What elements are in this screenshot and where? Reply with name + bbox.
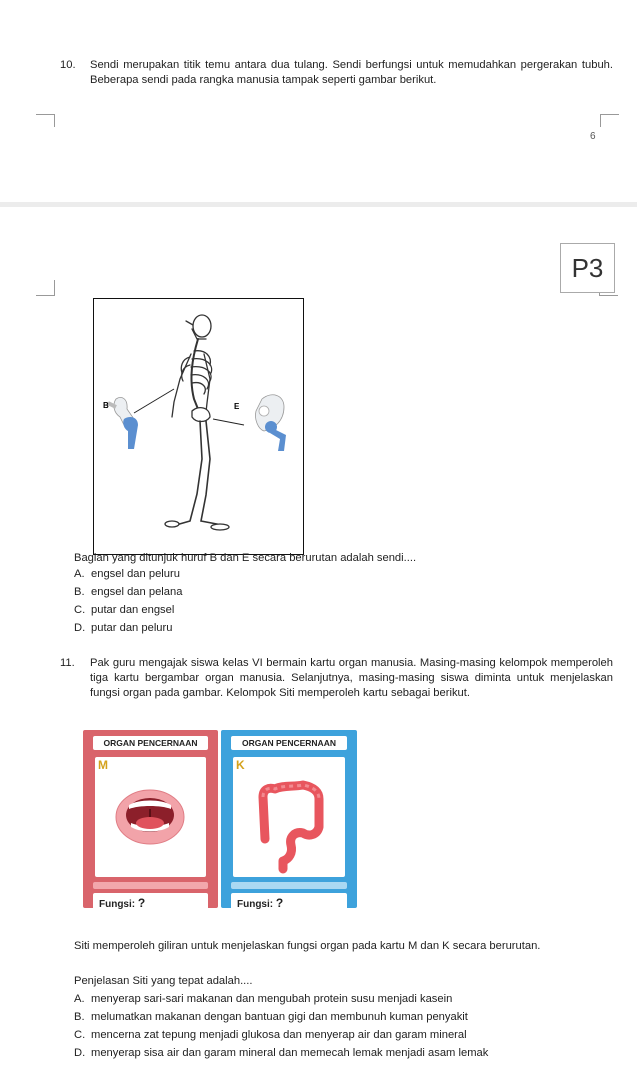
fungsi-value: ?: [137, 896, 146, 910]
option-letter: B.: [74, 1011, 85, 1023]
option-letter: C.: [74, 1029, 86, 1041]
fungsi-label: Fungsi:: [99, 899, 136, 910]
card-stripe: [93, 882, 208, 889]
q10-option-b[interactable]: [74, 585, 182, 600]
option-text: melumatkan makanan dengan bantuan gigi dan membunuh kuman penyakit: [91, 1011, 468, 1023]
option-text: mencerna zat tepung menjadi glukosa dan menyerap air dan garam mineral: [91, 1029, 467, 1041]
mouth-illustration: [95, 757, 206, 877]
page-label: P3: [560, 243, 615, 293]
fungsi-label: Fungsi:: [237, 899, 274, 910]
card-fungsi-box: [231, 893, 347, 923]
q10-text: Sendi merupakan titik temu antara dua tulang. Sendi berfungsi untuk memudahkan pergerakan tubuh. Beberapa sendi pada rangka manusia tampak seperti gambar berikut.: [90, 59, 613, 86]
fungsi-value: ?: [275, 896, 284, 910]
q10-number: 10.: [60, 59, 76, 71]
option-letter: A.: [74, 568, 85, 580]
option-letter: D.: [74, 622, 86, 634]
card-stripe: [231, 882, 347, 889]
q11-option-a[interactable]: [74, 992, 452, 1007]
option-text: menyerap sisa air dan garam mineral dan memecah lemak menjadi asam lemak: [91, 1047, 489, 1059]
option-letter: C.: [74, 604, 86, 616]
page-corner-mark: [36, 114, 55, 127]
q10-option-c[interactable]: [74, 603, 174, 618]
option-text: engsel dan pelana: [91, 586, 183, 598]
option-text: engsel dan peluru: [91, 568, 180, 580]
option-letter: D.: [74, 1047, 86, 1059]
organ-card-m: [83, 730, 218, 908]
q10-option-a[interactable]: [74, 567, 180, 582]
q10-option-d[interactable]: [74, 621, 172, 636]
option-letter: B.: [74, 586, 85, 598]
card-letter: M: [98, 758, 108, 772]
figure-label-e: E: [234, 402, 240, 411]
q11-after-text: Siti memperoleh giliran untuk menjelaskan fungsi organ pada kartu M dan K secara berurutan.: [74, 940, 541, 952]
card-letter: K: [236, 758, 245, 772]
page-corner-mark: [36, 280, 55, 296]
q11-option-c[interactable]: [74, 1028, 467, 1043]
option-text: menyerap sari-sari makanan dan mengubah protein susu menjadi kasein: [91, 993, 453, 1005]
card-image: [233, 757, 345, 877]
q11-option-d[interactable]: [74, 1046, 488, 1061]
card-title: ORGAN PENCERNAAN: [231, 736, 347, 750]
colon-illustration: [233, 757, 345, 877]
q10-caption: Bagian yang ditunjuk huruf B dan E secara berurutan adalah sendi....: [74, 552, 417, 564]
q11-option-b[interactable]: [74, 1010, 468, 1025]
card-image: [95, 757, 206, 877]
page-number: 6: [590, 131, 596, 142]
skeleton-illustration: [94, 299, 303, 554]
q11-text: Pak guru mengajak siswa kelas VI bermain kartu organ manusia. Masing-masing kelompok memperoleh tiga kartu bergambar organ manusia. Selanjutnya, masing-masing siswa diminta untuk menjelaskan fungsi organ pada gambar. Kelompok Siti memperoleh kartu sebagai berikut.: [90, 657, 613, 699]
q11-number: 11.: [60, 657, 75, 669]
page-break: [0, 202, 637, 207]
skeleton-figure: [93, 298, 304, 555]
page-corner-mark: [600, 114, 619, 127]
card-fungsi-box: [93, 893, 208, 923]
option-letter: A.: [74, 993, 85, 1005]
option-text: putar dan peluru: [91, 622, 173, 634]
card-title: ORGAN PENCERNAAN: [93, 736, 208, 750]
hinge-joint-illustration: [108, 397, 138, 449]
organ-card-k: [221, 730, 357, 908]
figure-label-b: B: [103, 401, 109, 410]
option-text: putar dan engsel: [91, 604, 175, 616]
ball-socket-joint-illustration: [255, 395, 286, 451]
q11-prompt: Penjelasan Siti yang tepat adalah....: [74, 975, 253, 987]
